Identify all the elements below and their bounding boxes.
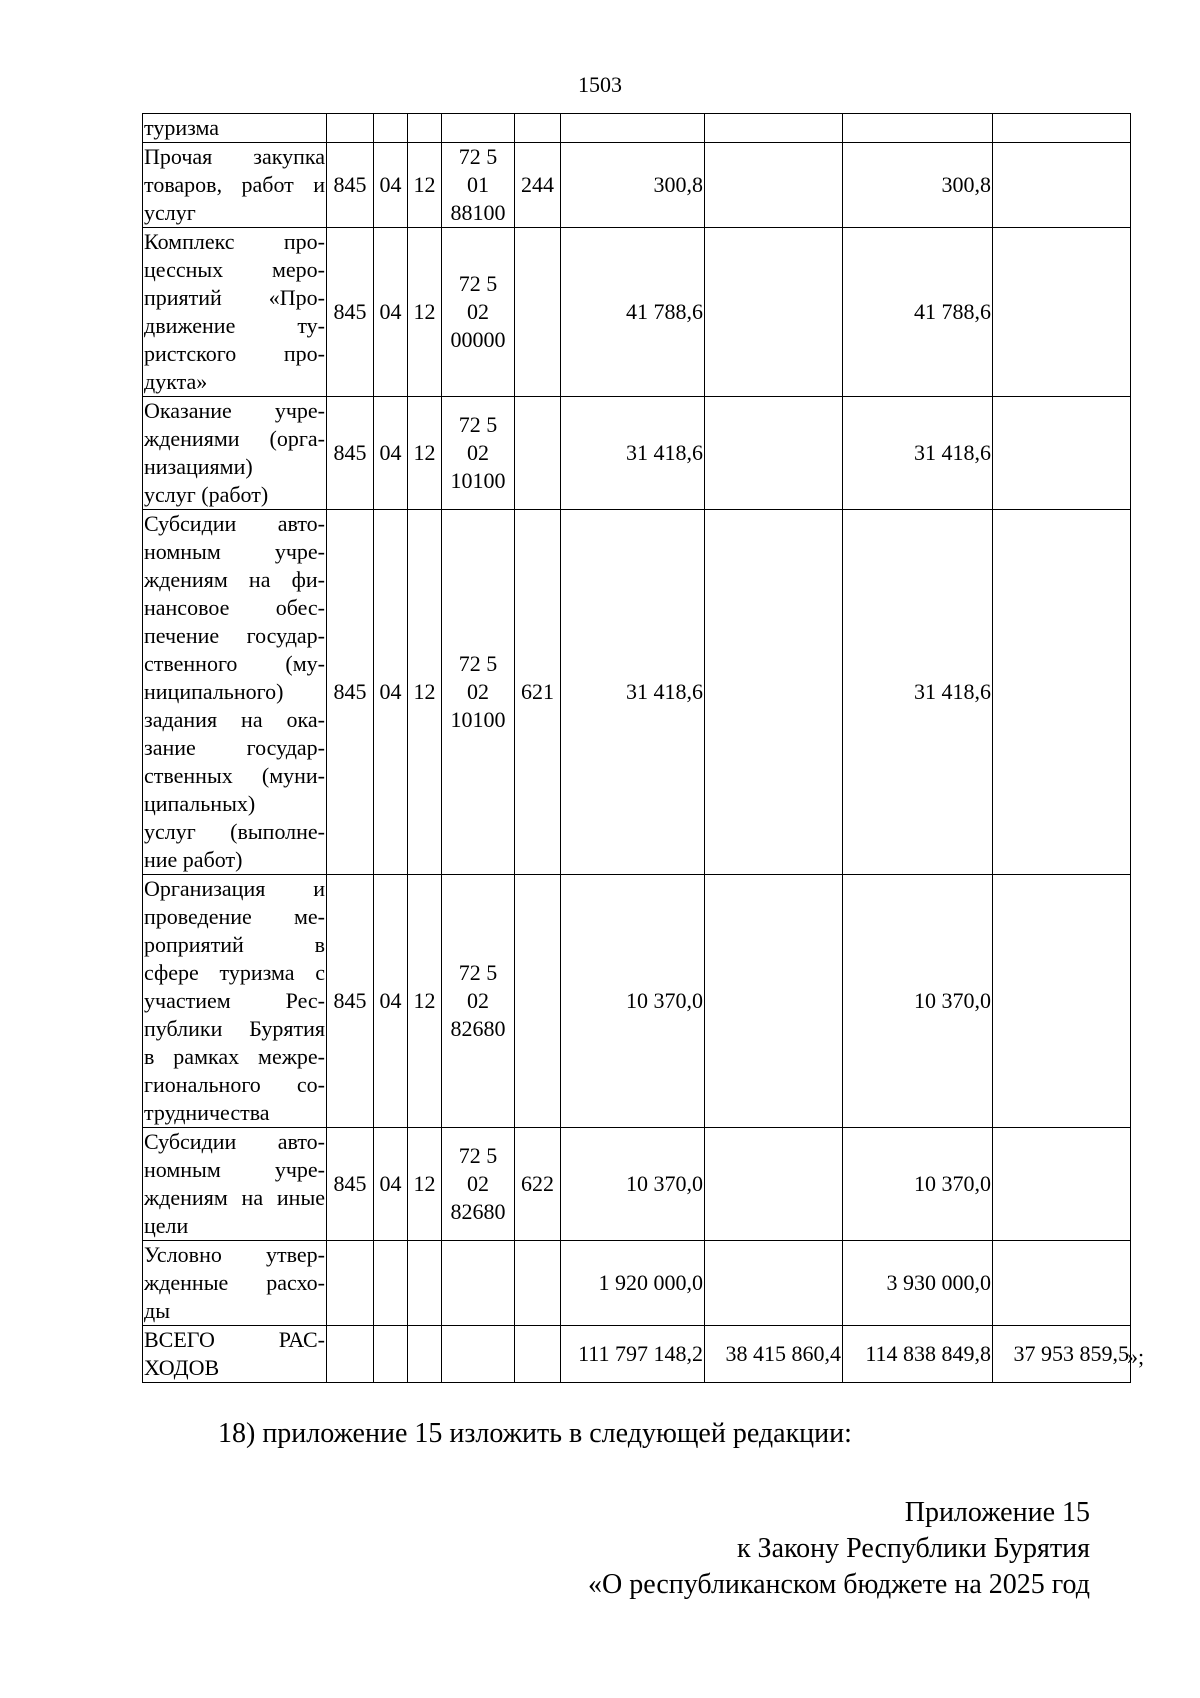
cell-name-line: ды: [144, 1298, 170, 1323]
cell-name-line: Оказание учре-: [144, 398, 325, 423]
cell-grbs: 845: [327, 1128, 374, 1241]
cell-name-line: Субсидии авто-: [144, 1129, 325, 1154]
table-row: [143, 1128, 1131, 1241]
cell-name-line: нансовое обес-: [144, 595, 325, 620]
cell-sum-2027: 3 930 000,0: [843, 1241, 993, 1326]
cell-name-line: услуг: [144, 200, 196, 225]
cell-expense-type: [515, 397, 561, 510]
cell-subsection: 12: [408, 875, 442, 1128]
table-body: [143, 114, 1131, 1383]
cell-sum-2026-sub: [705, 1241, 843, 1326]
cell-sum-2027-sub: [993, 228, 1131, 397]
cell-name-line: ственных (муни-: [144, 763, 325, 788]
cell-name-line: ниципального): [144, 679, 284, 704]
cell-target-article-line: 02: [467, 988, 489, 1013]
cell-sum-2027: [843, 114, 993, 143]
cell-name-line: номным учре-: [144, 1157, 325, 1182]
cell-expense-type: [515, 1326, 561, 1383]
cell-name-line: ристского про-: [144, 341, 325, 366]
cell-name: [143, 1326, 327, 1383]
cell-name-line: движение ту-: [144, 313, 325, 338]
cell-sum-2026-sub: [705, 510, 843, 875]
cell-target-article: [442, 1128, 515, 1241]
cell-sum-2026: [561, 114, 705, 143]
cell-grbs: 845: [327, 875, 374, 1128]
cell-expense-type: [515, 228, 561, 397]
cell-name: [143, 1241, 327, 1326]
cell-subsection: 12: [408, 1128, 442, 1241]
cell-sum-2026-sub: [705, 397, 843, 510]
table-row: [143, 1241, 1131, 1326]
cell-section: [374, 1241, 408, 1326]
cell-sum-2027: 300,8: [843, 143, 993, 228]
cell-name-line: товаров, работ и: [144, 172, 325, 197]
cell-target-article-line: 88100: [450, 200, 506, 225]
cell-name-line: туризма: [144, 115, 220, 140]
cell-target-article-line: 02: [467, 1171, 489, 1196]
table-row: [143, 228, 1131, 397]
cell-target-article: [442, 875, 515, 1128]
cell-sum-2026: 41 788,6: [561, 228, 705, 397]
table-row: [143, 143, 1131, 228]
cell-target-article-line: 72 5: [458, 960, 498, 985]
cell-name-line: жденные расхо-: [144, 1270, 325, 1295]
cell-name-line: цессных меро-: [144, 257, 325, 282]
cell-section: [374, 1326, 408, 1383]
cell-grbs: 845: [327, 228, 374, 397]
cell-name-line: ждениями (орга-: [144, 426, 325, 451]
cell-grbs: 845: [327, 143, 374, 228]
cell-sum-2026-sub: 38 415 860,4: [705, 1326, 843, 1383]
cell-name-line: ние работ): [144, 847, 243, 872]
cell-subsection: 12: [408, 510, 442, 875]
cell-grbs: 845: [327, 510, 374, 875]
cell-sum-2027-sub: [993, 875, 1131, 1128]
cell-sum-2026-sub: [705, 114, 843, 143]
cell-name-line: Организация и: [144, 876, 325, 901]
cell-subsection: [408, 1326, 442, 1383]
cell-sum-2027: 10 370,0: [843, 1128, 993, 1241]
cell-sum-2026: 10 370,0: [561, 875, 705, 1128]
cell-name-line: проведение ме-: [144, 904, 325, 929]
cell-sum-2026: 111 797 148,2: [561, 1326, 705, 1383]
cell-name: [143, 510, 327, 875]
cell-name-line: услуг (выполне-: [144, 819, 325, 844]
cell-target-article-line: 82680: [450, 1199, 506, 1224]
cell-subsection: 12: [408, 228, 442, 397]
cell-name-line: гионального со-: [144, 1072, 325, 1097]
cell-sum-2027-sub: [993, 510, 1131, 875]
cell-section: [374, 114, 408, 143]
cell-name-line: в рамках межре-: [144, 1044, 325, 1069]
cell-target-article: [442, 397, 515, 510]
cell-section: 04: [374, 875, 408, 1128]
cell-subsection: 12: [408, 143, 442, 228]
cell-sum-2026-sub: [705, 1128, 843, 1241]
cell-subsection: [408, 1241, 442, 1326]
cell-expense-type: 244: [515, 143, 561, 228]
cell-target-article-line: 72 5: [458, 651, 498, 676]
cell-name-line: Условно утвер-: [144, 1242, 325, 1267]
cell-sum-2027: 31 418,6: [843, 510, 993, 875]
cell-sum-2027: 10 370,0: [843, 875, 993, 1128]
cell-grbs: 845: [327, 397, 374, 510]
table-row: [143, 875, 1131, 1128]
cell-name-line: Комплекс про-: [144, 229, 325, 254]
cell-sum-2026-sub: [705, 875, 843, 1128]
cell-grbs: [327, 114, 374, 143]
cell-sum-2027-sub: [993, 1128, 1131, 1241]
cell-sum-2026: 300,8: [561, 143, 705, 228]
cell-sum-2026: 10 370,0: [561, 1128, 705, 1241]
cell-sum-2027: 31 418,6: [843, 397, 993, 510]
cell-target-article-line: 72 5: [458, 1143, 498, 1168]
cell-expense-type: 622: [515, 1128, 561, 1241]
cell-sum-2026-sub: [705, 228, 843, 397]
cell-name: [143, 875, 327, 1128]
cell-section: 04: [374, 397, 408, 510]
cell-name-line: услуг (работ): [144, 482, 269, 507]
cell-target-article: [442, 114, 515, 143]
cell-name-line: ВСЕГО РАС-: [144, 1327, 325, 1352]
cell-target-article-line: 72 5: [458, 412, 498, 437]
cell-name-line: ждениям на иные: [144, 1185, 325, 1210]
cell-target-article: [442, 1326, 515, 1383]
cell-target-article: [442, 228, 515, 397]
amendment-instruction: 18) приложение 15 изложить в следующей редакции:: [218, 1418, 852, 1449]
cell-name-line: ХОДОВ: [144, 1355, 220, 1380]
cell-target-article-line: 10100: [450, 707, 506, 732]
cell-target-article-line: 02: [467, 299, 489, 324]
cell-name-line: ципальных): [144, 791, 256, 816]
cell-sum-2027: 114 838 849,8: [843, 1326, 993, 1383]
cell-target-article-line: 10100: [450, 468, 506, 493]
cell-name: [143, 397, 327, 510]
cell-expense-type: [515, 114, 561, 143]
cell-target-article-line: 01: [467, 172, 489, 197]
cell-section: 04: [374, 510, 408, 875]
cell-name-line: участием Рес-: [144, 988, 325, 1013]
cell-name-line: приятий «Про-: [144, 285, 325, 310]
cell-section: 04: [374, 143, 408, 228]
cell-target-article-line: 00000: [450, 327, 506, 352]
cell-expense-type: [515, 875, 561, 1128]
cell-name-line: Прочая закупка: [144, 144, 325, 169]
cell-sum-2027-sub: [993, 143, 1131, 228]
cell-name-line: роприятий в: [144, 932, 325, 957]
cell-name: [143, 228, 327, 397]
cell-target-article-line: 72 5: [458, 271, 498, 296]
cell-sum-2027-sub: [993, 114, 1131, 143]
cell-grbs: [327, 1241, 374, 1326]
appendix-line-2: к Закону Республики Бурятия: [736, 1533, 1090, 1564]
cell-name-line: цели: [144, 1213, 189, 1238]
cell-name-line: номным учре-: [144, 539, 325, 564]
cell-name: [143, 1128, 327, 1241]
cell-sum-2027: 41 788,6: [843, 228, 993, 397]
cell-sum-2027-sub: [993, 397, 1131, 510]
cell-sum-2027-sub: [993, 1241, 1131, 1326]
cell-name: [143, 143, 327, 228]
page-number: 1503: [578, 72, 622, 97]
cell-sum-2026: 31 418,6: [561, 510, 705, 875]
table-row: [143, 1326, 1131, 1383]
cell-target-article-line: 02: [467, 440, 489, 465]
cell-subsection: 12: [408, 397, 442, 510]
table-row: [143, 397, 1131, 510]
appendix-line-3: «О республиканском бюджете на 2025 год: [588, 1569, 1090, 1600]
cell-sum-2026-sub: [705, 143, 843, 228]
cell-section: 04: [374, 1128, 408, 1241]
cell-name-line: Субсидии авто-: [144, 511, 325, 536]
cell-sum-2026: 1 920 000,0: [561, 1241, 705, 1326]
cell-sum-2027-sub: 37 953 859,5: [993, 1326, 1131, 1383]
cell-name-line: ждениям на фи-: [144, 567, 325, 592]
budget-table: [142, 113, 1131, 1383]
cell-name-line: задания на ока-: [144, 707, 325, 732]
cell-grbs: [327, 1326, 374, 1383]
cell-expense-type: [515, 1241, 561, 1326]
appendix-line-1: Приложение 15: [904, 1497, 1090, 1528]
cell-section: 04: [374, 228, 408, 397]
cell-name: [143, 114, 327, 143]
cell-name-line: дукта»: [144, 369, 208, 394]
cell-target-article: [442, 143, 515, 228]
appendix-heading: [588, 1495, 1090, 1603]
cell-expense-type: 621: [515, 510, 561, 875]
cell-name-line: сфере туризма с: [144, 960, 325, 985]
cell-name-line: ственного (му-: [144, 651, 325, 676]
cell-target-article: [442, 510, 515, 875]
cell-sum-2026: 31 418,6: [561, 397, 705, 510]
cell-name-line: низациями): [144, 454, 253, 479]
table-row: [143, 114, 1131, 143]
cell-target-article-line: 82680: [450, 1016, 506, 1041]
cell-name-line: печение государ-: [144, 623, 325, 648]
table-row: [143, 510, 1131, 875]
closing-quote-mark: »;: [1127, 1344, 1145, 1369]
cell-target-article: [442, 1241, 515, 1326]
cell-name-line: зание государ-: [144, 735, 325, 760]
cell-name-line: трудничества: [144, 1100, 270, 1125]
cell-target-article-line: 02: [467, 679, 489, 704]
cell-subsection: [408, 114, 442, 143]
cell-name-line: публики Бурятия: [144, 1016, 325, 1041]
cell-target-article-line: 72 5: [458, 144, 498, 169]
